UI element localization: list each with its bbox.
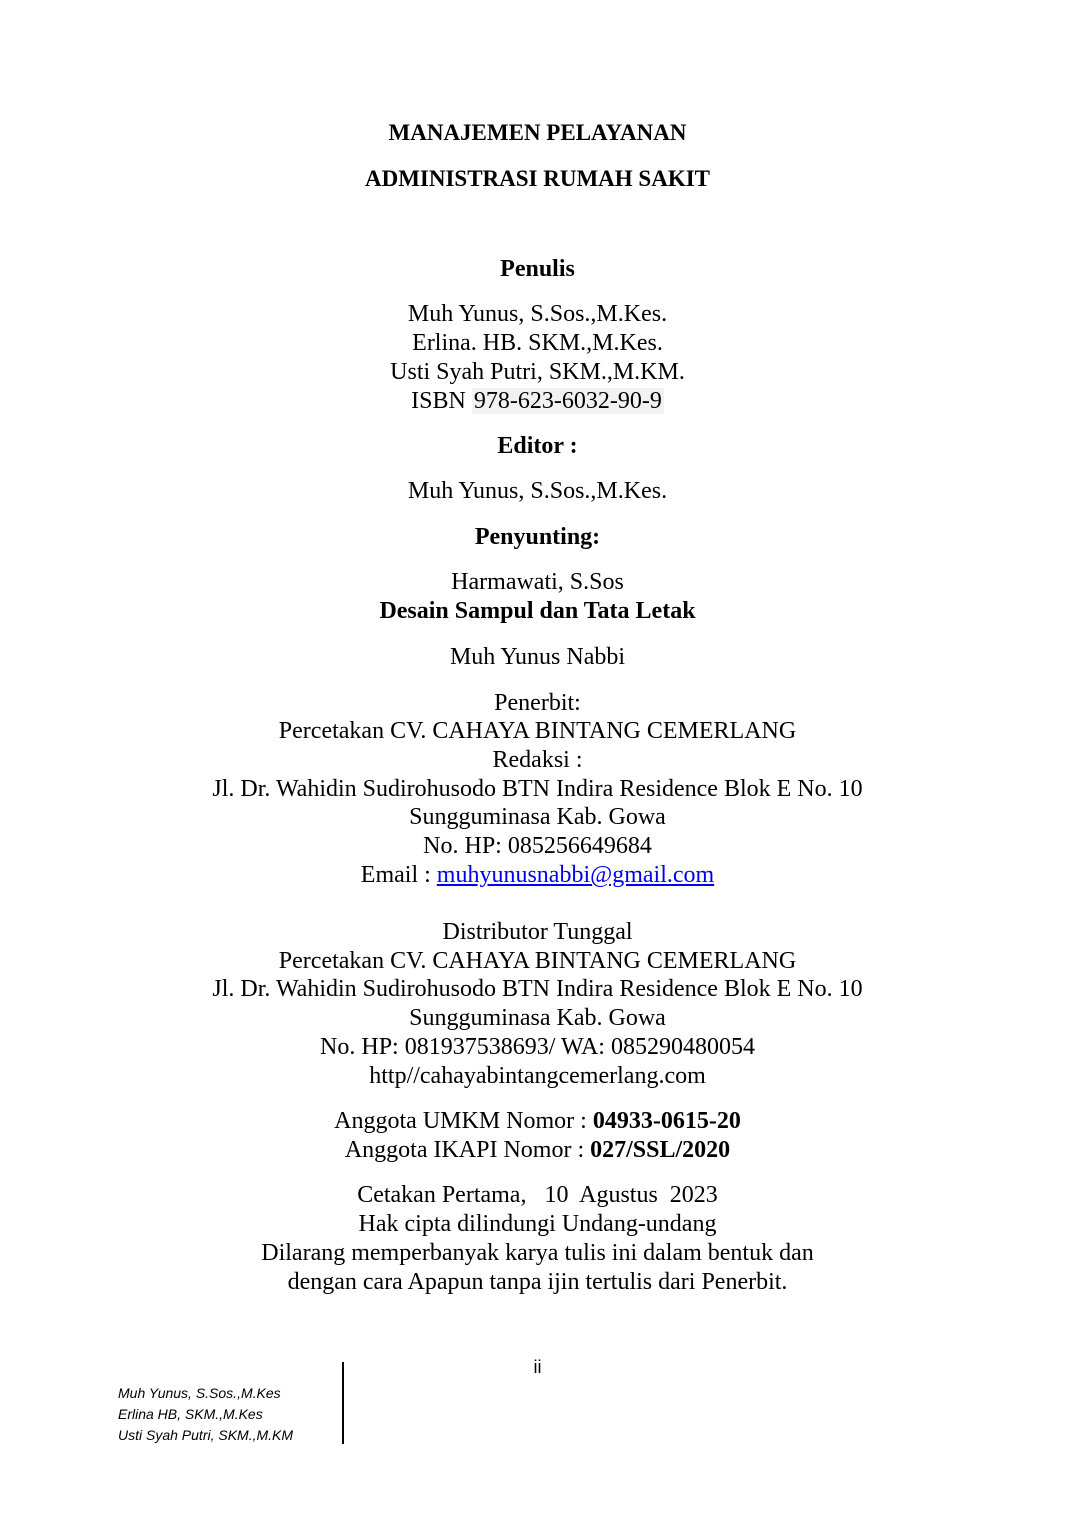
email-label: Email : <box>360 862 437 888</box>
editor-heading: Editor : <box>497 433 578 459</box>
author-2: Erlina. HB. SKM.,M.Kes. <box>412 330 663 356</box>
cetakan-line-1: Cetakan Pertama, 10 Agustus 2023 <box>357 1182 718 1208</box>
footer-author-2: Erlina HB, SKM.,M.Kes <box>118 1406 263 1422</box>
cetakan-line-3: Dilarang memperbanyak karya tulis ini dalam bentuk dan <box>261 1240 814 1266</box>
email-link[interactable]: muhyunusnabbi@gmail.com <box>436 862 715 888</box>
distributor-label: Distributor Tunggal <box>442 919 633 945</box>
author-1: Muh Yunus, S.Sos.,M.Kes. <box>407 301 668 327</box>
penerbit-address-2: Sungguminasa Kab. Gowa <box>409 804 666 830</box>
penerbit-phone: No. HP: 085256649684 <box>423 833 652 859</box>
title-line-2: ADMINISTRASI RUMAH SAKIT <box>364 166 711 191</box>
desain-heading: Desain Sampul dan Tata Letak <box>379 598 696 624</box>
redaksi-label: Redaksi : <box>492 747 583 773</box>
penulis-heading: Penulis <box>500 256 575 282</box>
editor-name: Muh Yunus, S.Sos.,M.Kes. <box>407 478 668 504</box>
title-line-1: MANAJEMEN PELAYANAN <box>388 120 687 145</box>
distributor-website: http//cahayabintangcemerlang.com <box>369 1063 706 1089</box>
distributor-address-1: Jl. Dr. Wahidin Sudirohusodo BTN Indira Residence Blok E No. 10 <box>212 976 863 1002</box>
ikapi-line <box>0 1136 1075 1165</box>
page-number: ii <box>533 1357 542 1377</box>
author-3: Usti Syah Putri, SKM.,M.KM. <box>390 359 685 385</box>
footer-author-1: Muh Yunus, S.Sos.,M.Kes <box>118 1385 281 1401</box>
cetakan-line-2: Hak cipta dilindungi Undang-undang <box>358 1211 717 1237</box>
penerbit-name: Percetakan CV. CAHAYA BINTANG CEMERLANG <box>278 718 797 744</box>
distributor-name: Percetakan CV. CAHAYA BINTANG CEMERLANG <box>278 948 797 974</box>
distributor-phone: No. HP: 081937538693/ WA: 085290480054 <box>320 1034 755 1060</box>
umkm-line <box>0 1107 1075 1136</box>
umkm-number: 04933-0615-20 <box>592 1108 741 1134</box>
isbn-number: 978-623-6032-90-9 <box>473 388 662 414</box>
isbn-line <box>0 387 1075 416</box>
desain-name: Muh Yunus Nabbi <box>449 644 626 670</box>
penyunting-heading: Penyunting: <box>474 524 601 550</box>
cetakan-line-4: dengan cara Apapun tanpa ijin tertulis dari Penerbit. <box>287 1269 788 1295</box>
footer-authors <box>118 1383 293 1446</box>
isbn-label: ISBN <box>411 388 466 414</box>
penerbit-label: Penerbit: <box>494 690 581 716</box>
penyunting-name: Harmawati, S.Sos <box>451 569 624 595</box>
penerbit-address-1: Jl. Dr. Wahidin Sudirohusodo BTN Indira Residence Blok E No. 10 <box>212 776 863 802</box>
footer-author-3: Usti Syah Putri, SKM.,M.KM <box>118 1427 294 1443</box>
distributor-address-2: Sungguminasa Kab. Gowa <box>409 1005 666 1031</box>
footer-divider <box>342 1362 344 1444</box>
umkm-label: Anggota UMKM Nomor : <box>334 1108 593 1134</box>
penerbit-email-line <box>0 861 1075 890</box>
ikapi-number: 027/SSL/2020 <box>590 1137 731 1163</box>
ikapi-label: Anggota IKAPI Nomor : <box>344 1137 591 1163</box>
